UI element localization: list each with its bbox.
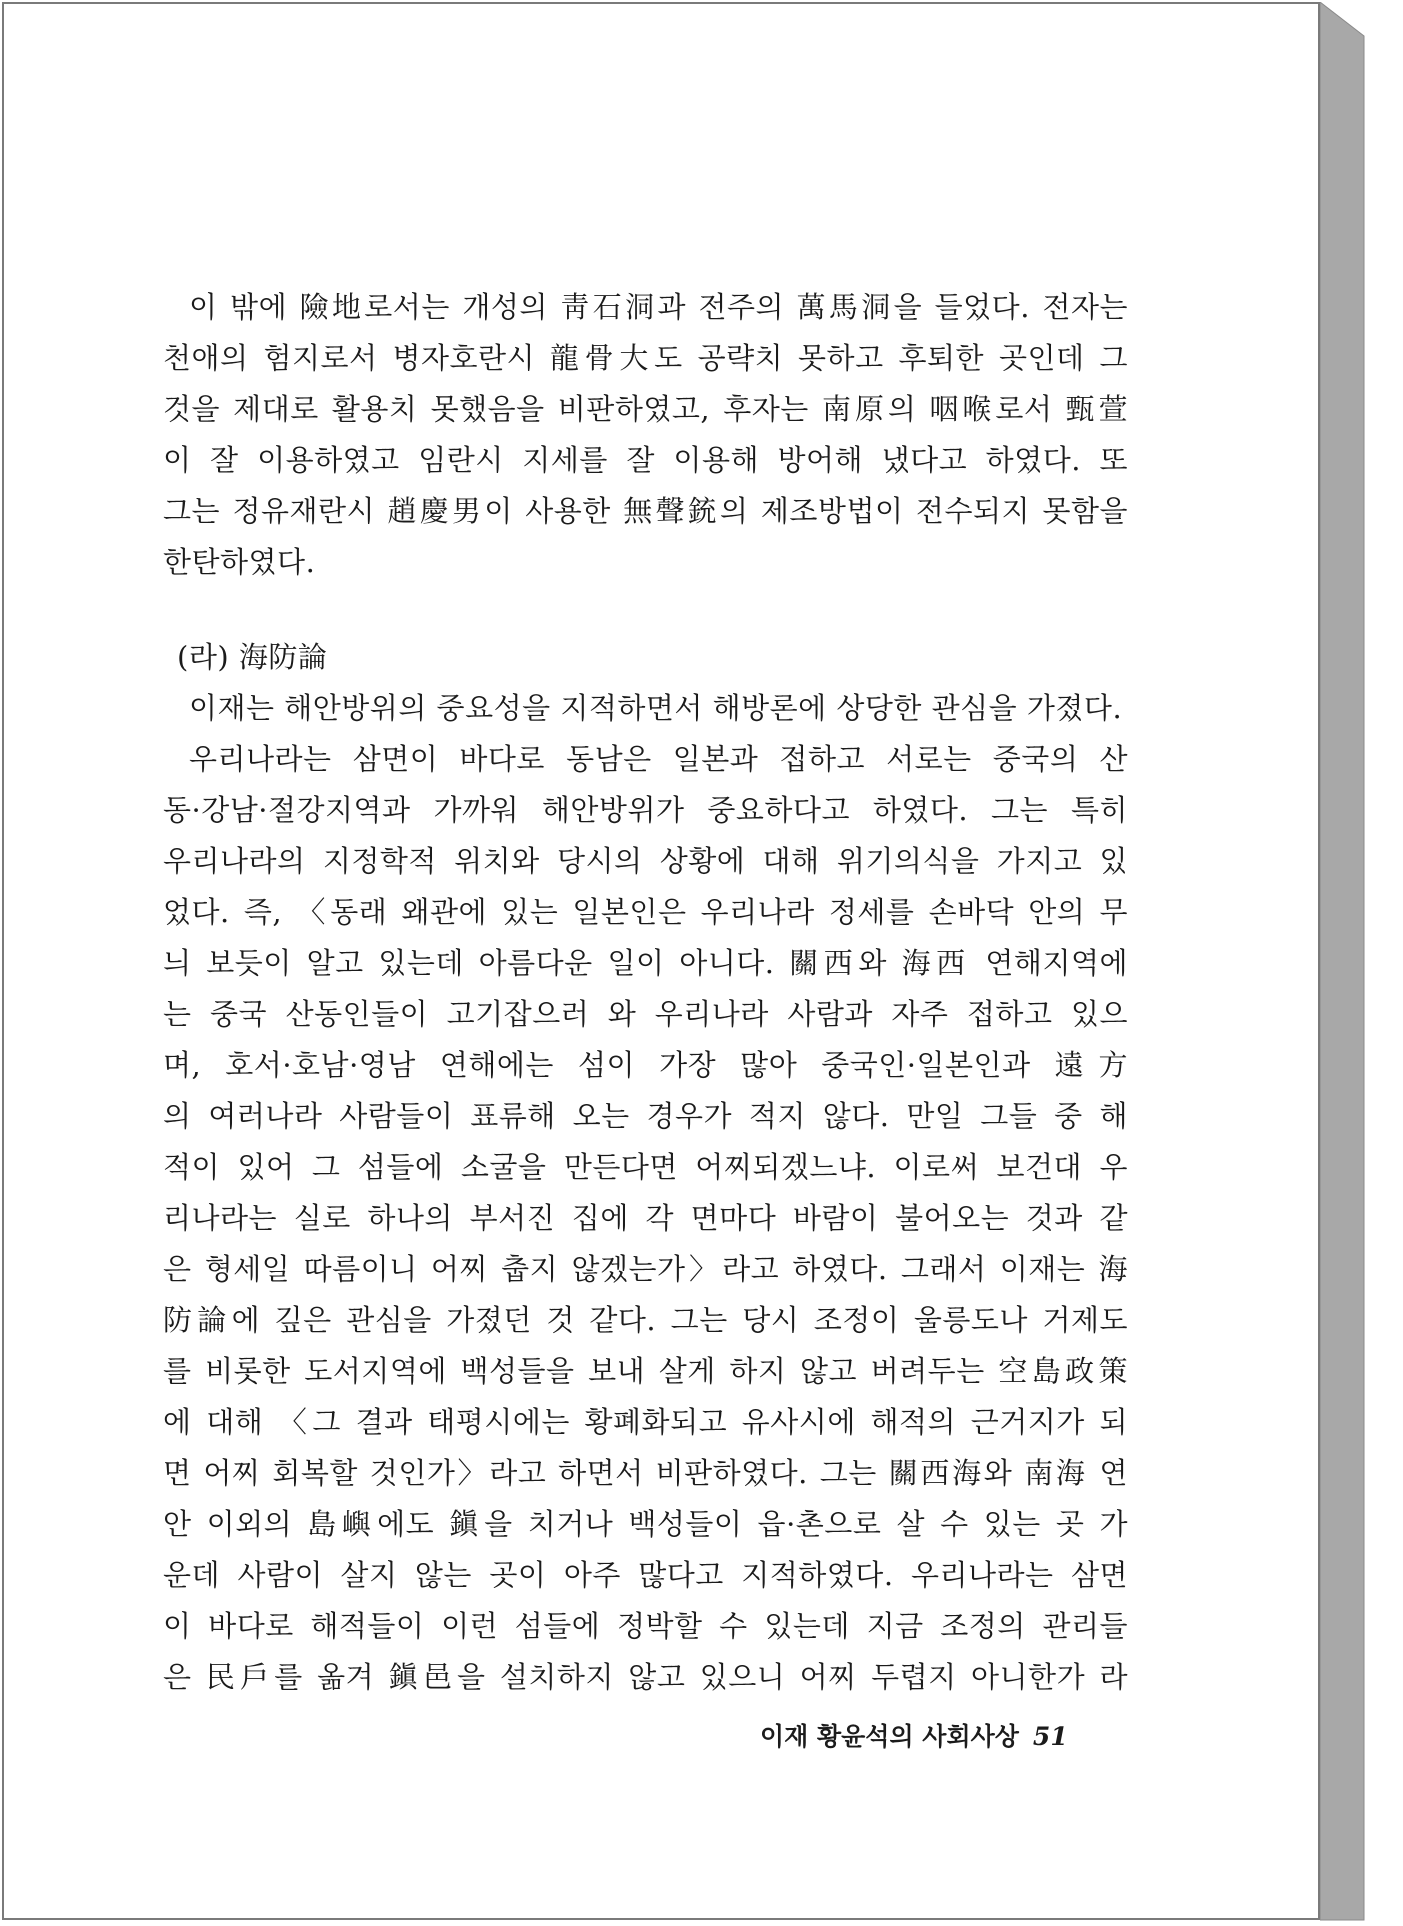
- paragraph3-line: 운데 사람이 살지 않는 곳이 아주 많다고 지적하였다. 우리나라는 삼면: [163, 1558, 1128, 1592]
- paragraph2-line: 이재는 해안방위의 중요성을 지적하면서 해방론에 상당한 관심을 가졌다.: [189, 691, 1123, 725]
- paragraph3-line: 은 형세일 따름이니 어찌 춥지 않겠는가〉라고 하였다. 그래서 이재는 海: [163, 1252, 1128, 1286]
- paragraph1-line: 그는 정유재란시 趙慶男이 사용한 無聲銃의 제조방법이 전수되지 못함을: [163, 494, 1128, 528]
- paragraph3-line: 면 어찌 회복할 것인가〉라고 하면서 비판하였다. 그는 關西海와 南海 연: [163, 1456, 1128, 1490]
- paragraph3-line: 늬 보듯이 알고 있는데 아름다운 일이 아니다. 關西와 海西 연해지역에: [163, 946, 1128, 980]
- paragraph3-line: 는 중국 산동인들이 고기잡으러 와 우리나라 사람과 자주 접하고 있으: [163, 997, 1128, 1031]
- paragraph1-line: 한탄하였다.: [163, 545, 316, 579]
- book-edge-shape: [1320, 2, 1400, 1922]
- book-edge-side: [1320, 2, 1400, 1922]
- paragraph3-line: 안 이외의 島嶼에도 鎭을 치거나 백성들이 읍·촌으로 살 수 있는 곳 가: [163, 1507, 1128, 1541]
- paragraph3-line: 적이 있어 그 섬들에 소굴을 만든다면 어찌되겠느냐. 이로써 보건대 우: [163, 1150, 1128, 1184]
- paragraph3-line: 리나라는 실로 하나의 부서진 집에 각 면마다 바람이 불어오는 것과 같: [163, 1201, 1128, 1235]
- paragraph3-line: 우리나라는 삼면이 바다로 동남은 일본과 접하고 서로는 중국의 산: [189, 742, 1128, 776]
- paragraph1-line: 이 밖에 險地로서는 개성의 靑石洞과 전주의 萬馬洞을 들었다. 전자는: [189, 290, 1128, 324]
- running-title: 이재 황윤석의 사회사상: [760, 1722, 1019, 1751]
- paragraph1-line: 이 잘 이용하였고 임란시 지세를 잘 이용해 방어해 냈다고 하였다. 또: [163, 443, 1128, 477]
- paragraph3-line: 며, 호서·호남·영남 연해에는 섬이 가장 많아 중국인·일본인과 遠方: [163, 1048, 1128, 1082]
- paragraph3-line: 우리나라의 지정학적 위치와 당시의 상황에 대해 위기의식을 가지고 있: [163, 844, 1128, 878]
- paragraph1-line: 것을 제대로 활용치 못했음을 비판하였고, 후자는 南原의 咽喉로서 甄萱: [163, 392, 1128, 426]
- paragraph3-line: 었다. 즉, 〈동래 왜관에 있는 일본인은 우리나라 정세를 손바닥 안의 무: [163, 895, 1128, 929]
- page-footer: [760, 1717, 1120, 1757]
- paragraph3-line: 의 여러나라 사람들이 표류해 오는 경우가 적지 않다. 만일 그들 중 해: [163, 1099, 1128, 1133]
- paragraph3-line: 이 바다로 해적들이 이런 섬들에 정박할 수 있는데 지금 조정의 관리들: [163, 1609, 1128, 1643]
- paragraph1-line: 천애의 험지로서 병자호란시 龍骨大도 공략치 못하고 후퇴한 곳인데 그: [163, 341, 1128, 375]
- section-heading: (라) 海防論: [177, 640, 328, 674]
- paragraph3-line: 를 비롯한 도서지역에 백성들을 보내 살게 하지 않고 버려두는 空島政策: [163, 1354, 1128, 1388]
- paragraph3-line: 동·강남·절강지역과 가까워 해안방위가 중요하다고 하였다. 그는 특히: [163, 793, 1128, 827]
- paragraph3-line: 에 대해 〈그 결과 태평시에는 황폐화되고 유사시에 해적의 근거지가 되: [163, 1405, 1128, 1439]
- paragraph3-line: 은 民戶를 옮겨 鎭邑을 설치하지 않고 있으니 어찌 두렵지 아니한가 라: [163, 1660, 1128, 1694]
- page-number: 51: [1032, 1722, 1068, 1751]
- paragraph3-line: 防論에 깊은 관심을 가졌던 것 같다. 그는 당시 조정이 울릉도나 거제도: [163, 1303, 1128, 1337]
